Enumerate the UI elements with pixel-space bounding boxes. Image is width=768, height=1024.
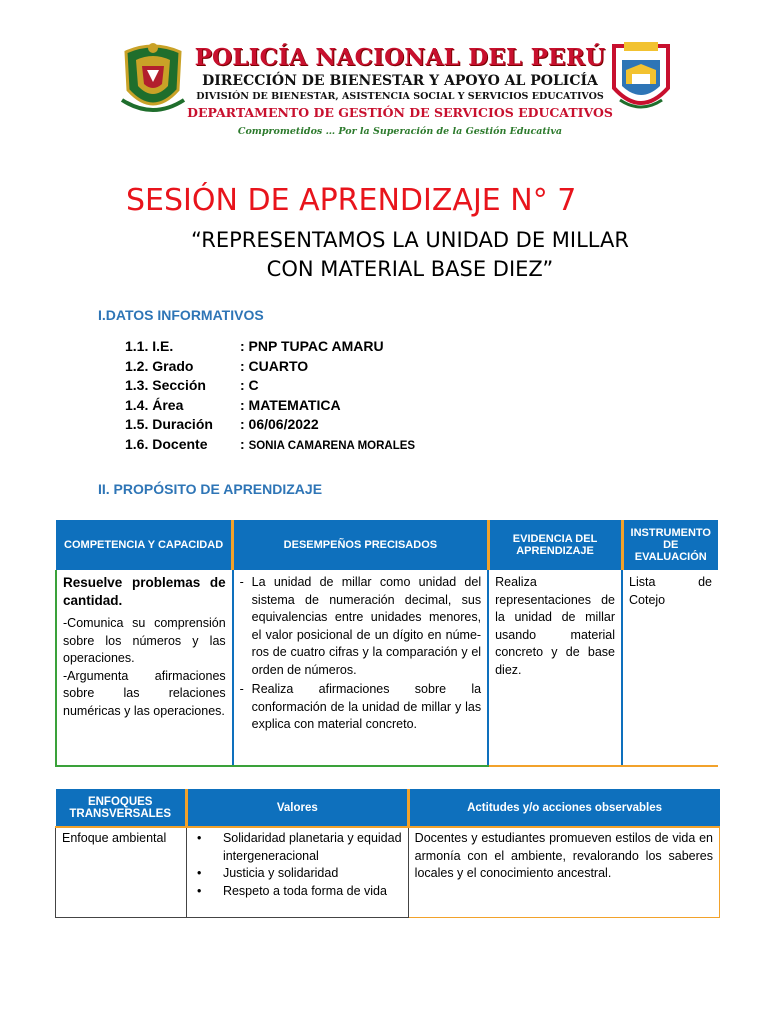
cell-desempenos <box>233 570 488 766</box>
info-label: 1.5. Duración <box>125 416 213 432</box>
table-row <box>56 570 718 766</box>
institution-name: POLICÍA NACIONAL DEL PERÚ <box>194 44 606 71</box>
header-competencia: COMPETENCIA Y CAPACIDAD <box>56 520 233 570</box>
cell-evidencia: Realiza representaciones de la unidad de millar usando material concreto y de base diez. <box>488 570 622 766</box>
section-heading-datos: I.DATOS INFORMATIVOS <box>98 307 264 323</box>
cell-valores <box>186 827 408 917</box>
teacher-name: SONIA CAMARENA MORALES <box>248 439 416 452</box>
info-value: : 06/06/2022 <box>240 416 319 432</box>
purpose-table <box>55 520 718 767</box>
info-value: : CUARTO <box>240 357 309 374</box>
cell-competencia <box>56 570 233 766</box>
cell-instrumento: Lista de Cotejo <box>622 570 718 766</box>
valor-item: • Justicia y solidaridad <box>193 865 402 883</box>
desempeno-item: - Realiza afirmaciones sobre la conformación de la unidad de millar y las explica con material concreto. <box>240 681 481 734</box>
info-label: 1.2. Grado <box>125 357 194 374</box>
info-label: 1.1. I.E. <box>125 338 174 354</box>
header-actitudes: Actitudes y/o acciones observables <box>408 789 719 827</box>
table-row <box>56 827 720 917</box>
info-value <box>240 436 415 452</box>
header-instrumento: INSTRUMENTO DE EVALUACIÓN <box>622 520 718 570</box>
session-subtitle-line2: CON MATERIAL BASE DIEZ” <box>266 257 554 281</box>
info-label: 1.4. Área <box>125 396 184 413</box>
competencia-text: Resuelve problemas de cantidad. <box>63 575 226 608</box>
info-value-colon: : <box>240 435 249 452</box>
header-evidencia: EVIDENCIA DEL APRENDIZAJE <box>488 520 622 570</box>
valor-item: • Respeto a toda forma de vida <box>193 883 402 901</box>
transversal-table <box>55 789 720 918</box>
section-heading-proposito: II. PROPÓSITO DE APRENDIZAJE <box>98 481 323 497</box>
info-label: 1.3. Sección <box>125 377 206 393</box>
session-subtitle-line1: “REPRESENTAMOS LA UNIDAD DE MILLAR <box>191 228 629 252</box>
capacidad-1: -Comunica su comprensión sobre los números y las operaciones. <box>63 616 226 665</box>
school-emblem-logo <box>610 40 672 118</box>
division-name: DIVISIÓN DE BIENESTAR, ASISTENCIA SOCIAL Y SERVICIOS EDUCATIVOS <box>196 91 604 102</box>
header-enfoques: ENFOQUES TRANSVERSALES <box>56 789 187 827</box>
department-name: DEPARTAMENTO DE GESTIÓN DE SERVICIOS EDUCATIVOS <box>187 105 613 120</box>
pnp-emblem-logo <box>118 40 188 120</box>
info-value: : C <box>240 377 259 393</box>
info-label: 1.6. Docente <box>125 435 208 452</box>
header-valores: Valores <box>186 789 408 827</box>
motto: Comprometidos … Por la Superación de la Gestión Educativa <box>237 126 563 137</box>
desempeno-item: - La unidad de millar como unidad del sistema de numeración decimal, sus equivalencias entre unidades menores, el valor posicional de un dígito en núme-ros de cuatro cifras y la comparación y el orden de números. <box>240 574 481 679</box>
direction-name: DIRECCIÓN DE BIENESTAR Y APOYO AL POLICÍA <box>202 73 598 89</box>
session-title: SESIÓN DE APRENDIZAJE N° 7 <box>126 183 577 218</box>
info-value: : PNP TUPAC AMARU <box>240 338 384 354</box>
capacidad-2: -Argumenta afirmaciones sobre las relaciones numéricas y las operaciones. <box>63 668 226 718</box>
cell-actitudes: Docentes y estudiantes promueven estilos de vida en armonía con el ambiente, revalorando los saberes locales y el conocimiento ancestral. <box>408 827 719 917</box>
header-desempenos: DESEMPEÑOS PRECISADOS <box>233 520 488 570</box>
cell-enfoque: Enfoque ambiental <box>56 827 187 917</box>
info-value: : MATEMATICA <box>240 396 341 413</box>
valor-item: • Solidaridad planetaria y equidad intergeneracional <box>193 830 402 865</box>
